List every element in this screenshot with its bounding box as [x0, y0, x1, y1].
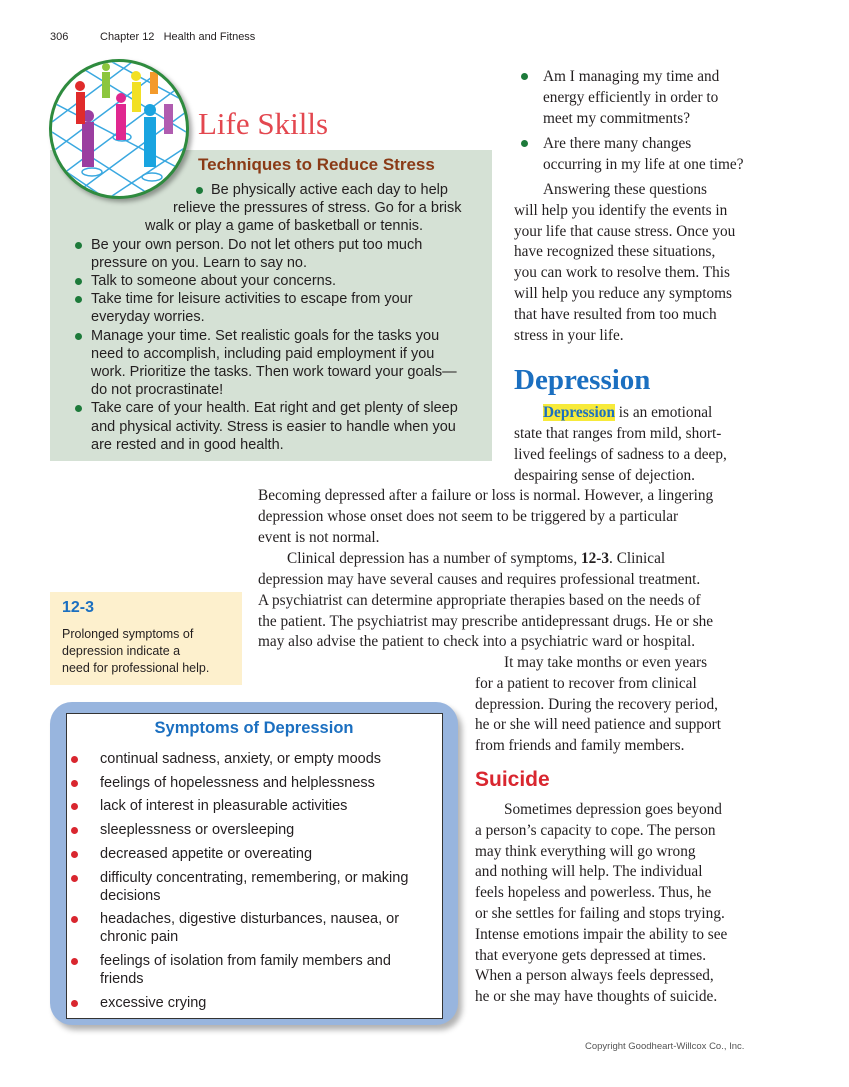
text-line: and nothing will help. The individual: [475, 863, 703, 881]
text-line: decisions: [100, 887, 161, 904]
text-line: decreased appetite or overeating: [100, 845, 313, 862]
text-line: or she settles for failing and stops trying.: [475, 905, 725, 922]
bullet-icon: [75, 242, 82, 249]
text-line: a person’s capacity to cope. The person: [475, 821, 716, 839]
bullet-icon: [71, 851, 78, 858]
text-line: Talk to someone about your concerns.: [91, 273, 337, 289]
bullet-icon: [75, 333, 82, 340]
text-line: may also advise the patient to check into a psychiatric ward or hospital.: [258, 633, 696, 651]
note-text: [62, 626, 209, 676]
text-line: may think everything will go wrong: [475, 842, 696, 860]
text-line: the patient. The psychiatrist may prescribe antidepressant drugs. He or she: [258, 612, 714, 630]
text: Clinical depression has a number of symptoms,: [287, 550, 581, 567]
text-line: do not procrastinate!: [91, 382, 224, 399]
depression-para2-first-line: [287, 549, 665, 570]
bullet-icon: [71, 875, 78, 882]
text-line: A psychiatrist can determine appropriate therapies based on the needs of: [258, 591, 701, 609]
text-line: difficulty concentrating, remembering, or making: [100, 869, 409, 886]
text-line: Be physically active each day to help: [211, 182, 448, 198]
bullet-icon: [521, 73, 528, 80]
text-line: excessive crying: [100, 994, 207, 1011]
text-line: feelings of hopelessness and helplessness: [100, 774, 375, 791]
text-line: walk or play a game of basketball or tennis.: [145, 218, 424, 235]
text-line: that everyone gets depressed at times.: [475, 946, 707, 964]
bullet-icon: [196, 187, 203, 194]
text-line: work. Prioritize the tasks. Then work toward your goals—: [91, 364, 457, 380]
text-line: for a patient to recover from clinical: [475, 674, 697, 692]
text-line: event is not normal.: [258, 528, 380, 546]
text-line: Sometimes depression goes beyond: [504, 801, 722, 818]
text-line: stress in your life.: [514, 326, 624, 344]
text-line: have recognized these situations,: [514, 243, 716, 261]
text-line: Take time for leisure activities to escape from your: [91, 291, 413, 308]
text-line: sleeplessness or oversleeping: [100, 822, 295, 839]
text: is an emotional: [614, 404, 713, 421]
text-line: Becoming depressed after a failure or loss is normal. However, a lingering: [258, 487, 714, 504]
note-number: 12-3: [62, 599, 95, 616]
text-line: pressure on you. Learn to say no.: [91, 254, 308, 271]
text-line: It may take months or even years: [504, 654, 708, 671]
text-line: your life that cause stress. Once you: [514, 222, 736, 240]
text: . Clinical: [609, 550, 666, 567]
text-line: need to accomplish, including paid employment if you: [91, 345, 435, 362]
techniques-heading: Techniques to Reduce Stress: [198, 155, 435, 174]
bullet-icon: [71, 1000, 78, 1007]
text-line: lack of interest in pleasurable activities: [100, 798, 348, 815]
people-network-illustration: [49, 59, 189, 199]
text-line: he or she will need patience and support: [475, 716, 721, 734]
text-line: Take care of your health. Eat right and get plenty of sleep: [91, 400, 458, 417]
text-line: relieve the pressures of stress. Go for a brisk: [173, 200, 462, 217]
text-line: and physical activity. Stress is easier to handle when you: [91, 418, 456, 435]
text-line: Be your own person. Do not let others put too much: [91, 236, 423, 253]
text-line: he or she may have thoughts of suicide.: [475, 988, 718, 1006]
text-line: occurring in my life at one time?: [543, 156, 744, 173]
text-line: meet my commitments?: [543, 110, 690, 127]
text-line: that have resulted from too much: [514, 305, 717, 323]
suicide-heading: Suicide: [475, 768, 550, 791]
life-skills-title: Life Skills: [198, 106, 329, 141]
text-line: continual sadness, anxiety, or empty moods: [100, 751, 382, 767]
text-line: chronic pain: [100, 929, 179, 946]
figure-reference[interactable]: 12-3: [581, 550, 610, 567]
bullet-icon: [71, 780, 78, 787]
text-line: friends: [100, 970, 144, 987]
text-line: depression whose onset does not seem to be triggered by a particular: [258, 507, 679, 525]
bullet-icon: [71, 958, 78, 965]
text-line: When a person always feels depressed,: [475, 967, 714, 985]
text-line: feels hopeless and powerless. Thus, he: [475, 884, 712, 902]
text-line: Intense emotions impair the ability to see: [475, 925, 728, 943]
text-line: Prolonged symptoms of: [62, 627, 194, 641]
text-line: Answering these questions: [543, 181, 707, 198]
text-line: headaches, digestive disturbances, nausea, or: [100, 911, 400, 928]
key-term-depression: Depression: [543, 404, 615, 421]
text-line: depression indicate a: [62, 643, 181, 658]
depression-heading: Depression: [514, 364, 651, 396]
text-line: everyday worries.: [91, 309, 205, 326]
text-line: will help you reduce any symptoms: [514, 285, 732, 302]
bullet-icon: [521, 140, 528, 147]
text-line: need for professional help.: [62, 660, 210, 675]
bullet-icon: [71, 756, 78, 763]
text-line: despairing sense of dejection.: [514, 466, 695, 484]
text-line: depression may have several causes and requires professional treatment.: [258, 571, 701, 588]
depression-para-first-line: [543, 403, 712, 424]
bullet-icon: [75, 278, 82, 285]
text-line: lived feelings of sadness to a deep,: [514, 445, 727, 463]
text-line: Am I managing my time and: [543, 68, 720, 85]
text-line: you can work to resolve them. This: [514, 264, 730, 282]
symptoms-heading: Symptoms of Depression: [154, 719, 354, 737]
text-line: are rested and in good health.: [91, 436, 284, 453]
text-line: feelings of isolation from family members and: [100, 952, 391, 969]
page-number: 306: [50, 31, 69, 43]
text-line: Are there many changes: [543, 135, 692, 152]
text-line: depression. During the recovery period,: [475, 695, 718, 713]
text-line: will help you identify the events in: [514, 201, 728, 219]
chapter-title: Chapter 12 Health and Fitness: [100, 31, 256, 43]
copyright: Copyright Goodheart-Willcox Co., Inc.: [585, 1041, 745, 1052]
text-line: from friends and family members.: [475, 737, 685, 755]
text-line: state that ranges from mild, short-: [514, 425, 722, 442]
text-line: energy efficiently in order to: [543, 89, 719, 106]
text-line: Manage your time. Set realistic goals for the tasks you: [91, 327, 440, 344]
